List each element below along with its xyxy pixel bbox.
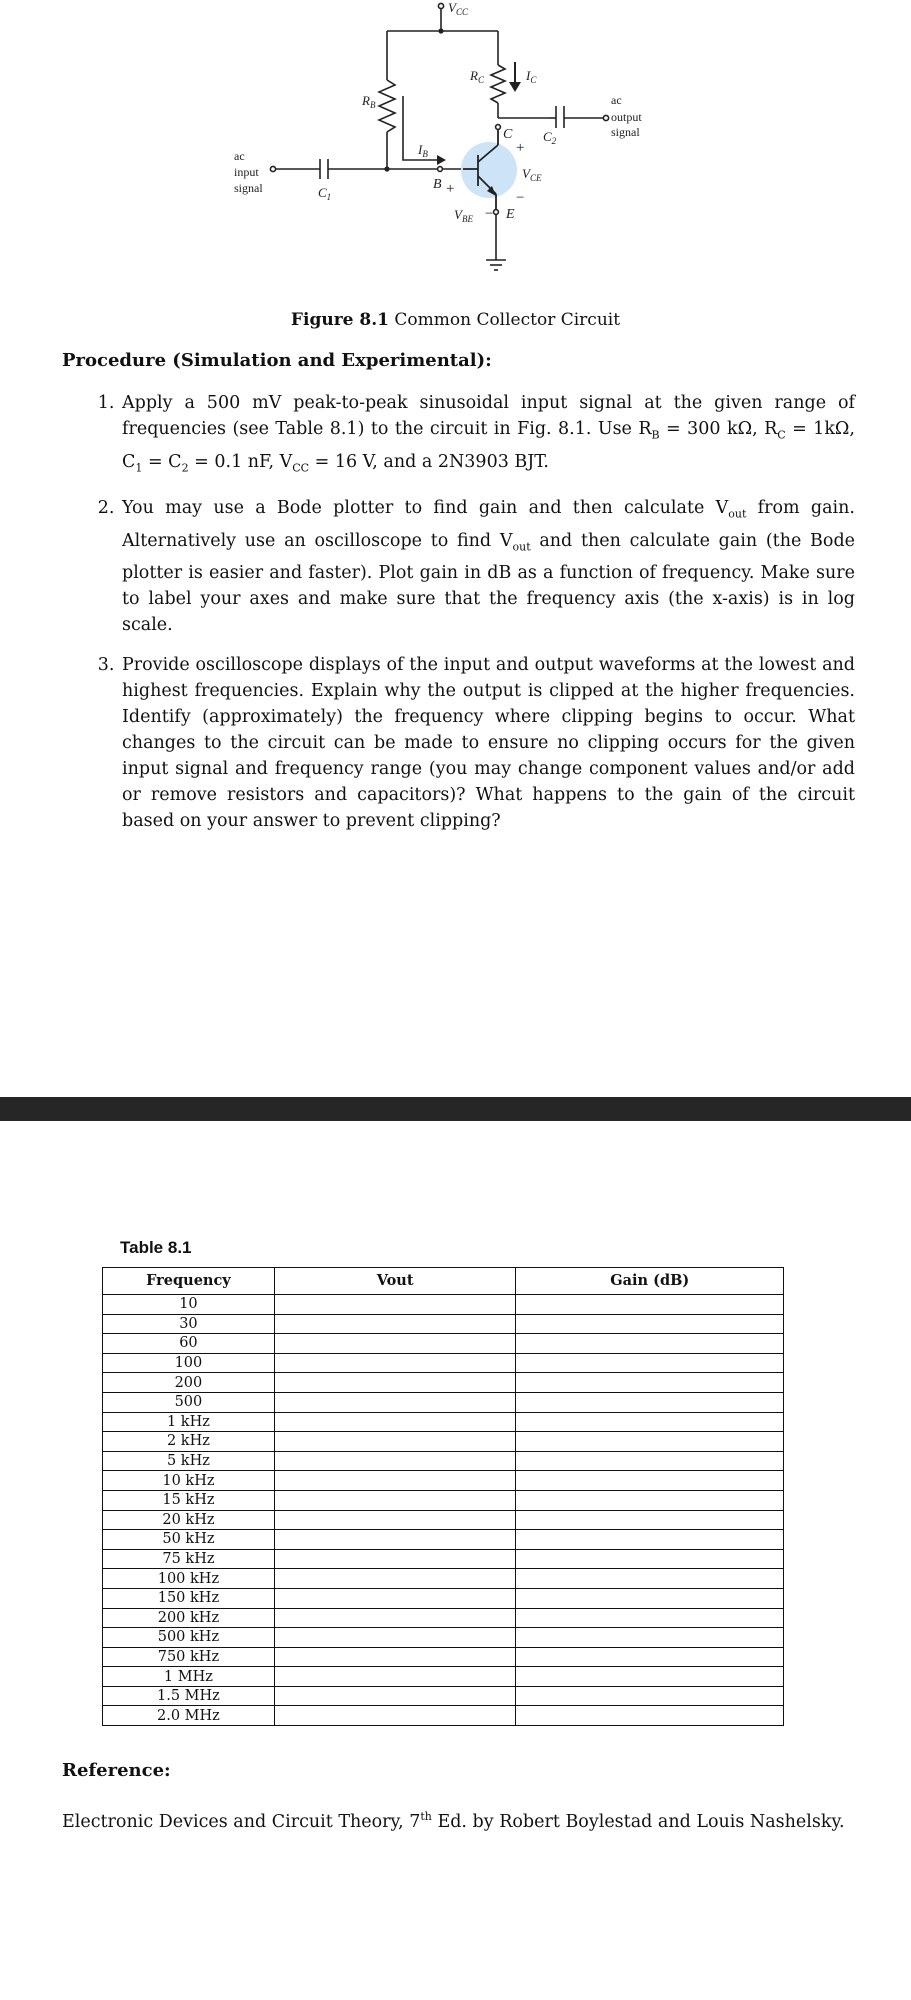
frequency-cell: 10 kHz [103, 1471, 275, 1491]
rc-label: R [470, 68, 478, 83]
table-row [103, 1392, 784, 1412]
c1-label: C [318, 185, 327, 200]
table-row [103, 1490, 784, 1510]
table-row [103, 1569, 784, 1589]
vout-cell[interactable] [274, 1392, 516, 1412]
vout-cell[interactable] [274, 1588, 516, 1608]
step1-text: = 1kΩ, C [122, 419, 855, 472]
table-row [103, 1667, 784, 1687]
gain-cell[interactable] [516, 1530, 784, 1550]
vout-cell[interactable] [274, 1706, 516, 1726]
procedure-title: Procedure (Simulation and Experimental): [62, 350, 492, 371]
gain-cell[interactable] [516, 1647, 784, 1667]
vout-cell[interactable] [274, 1451, 516, 1471]
frequency-cell: 1 MHz [103, 1667, 275, 1687]
gain-cell[interactable] [516, 1314, 784, 1334]
vce-minus-sign: − [516, 190, 525, 206]
input-label-line-1: ac [234, 149, 245, 163]
vout-cell[interactable] [274, 1490, 516, 1510]
frequency-cell: 200 kHz [103, 1608, 275, 1628]
table-row [103, 1334, 784, 1354]
c2-label: C [543, 129, 552, 144]
table-row [103, 1647, 784, 1667]
table-row [103, 1471, 784, 1491]
gain-cell[interactable] [516, 1686, 784, 1706]
vout-cell[interactable] [274, 1334, 516, 1354]
svg-text:RB [361, 93, 376, 110]
vout-cell[interactable] [274, 1628, 516, 1648]
ib-subscript: B [422, 149, 428, 159]
output-label-line-1: ac [611, 93, 622, 107]
frequency-cell: 15 kHz [103, 1490, 275, 1510]
frequency-cell: 60 [103, 1334, 275, 1354]
output-label-line-2: output [611, 110, 642, 124]
c1-subscript: 1 [326, 192, 332, 202]
frequency-cell: 30 [103, 1314, 275, 1334]
reference-text [62, 1810, 845, 1832]
ib-label: I [418, 142, 423, 157]
step1-text: = C [142, 451, 182, 472]
step1-sub: C [777, 428, 786, 442]
svg-text:C2 [543, 129, 557, 146]
vbe-plus-sign: + [446, 181, 455, 197]
step1-text: = 0.1 nF, V [188, 451, 293, 472]
frequency-cell: 10 [103, 1295, 275, 1315]
gain-cell[interactable] [516, 1451, 784, 1471]
frequency-cell: 750 kHz [103, 1647, 275, 1667]
frequency-cell: 200 [103, 1373, 275, 1393]
frequency-cell: 75 kHz [103, 1549, 275, 1569]
c2-subscript: 2 [551, 136, 557, 146]
vout-cell[interactable] [274, 1432, 516, 1452]
rb-label: R [362, 93, 370, 108]
procedure-step-2 [120, 495, 855, 638]
vout-cell[interactable] [274, 1530, 516, 1550]
vcc-subscript: CC [455, 7, 468, 17]
frequency-cell: 2 kHz [103, 1432, 275, 1452]
table-body [103, 1295, 784, 1726]
table-row [103, 1451, 784, 1471]
gain-cell[interactable] [516, 1334, 784, 1354]
vout-cell[interactable] [274, 1353, 516, 1373]
table-row [103, 1412, 784, 1432]
table-row [103, 1510, 784, 1530]
frequency-header: Frequency [103, 1268, 275, 1295]
step2-sub: out [512, 540, 531, 553]
table-header-row [103, 1268, 784, 1295]
gain-cell[interactable] [516, 1510, 784, 1530]
svg-text:VCE [522, 166, 542, 183]
figure-number: Figure 8.1 [290, 310, 389, 330]
step1-text: = 16 V, and a 2N3903 BJT. [309, 451, 549, 472]
gain-cell[interactable] [516, 1608, 784, 1628]
vout-cell[interactable] [274, 1314, 516, 1334]
table-row [103, 1549, 784, 1569]
ic-label: I [526, 68, 531, 83]
gain-cell[interactable] [516, 1412, 784, 1432]
svg-text:C1 [318, 185, 331, 202]
vbe-subscript: BE [461, 214, 473, 224]
gain-cell[interactable] [516, 1628, 784, 1648]
vout-cell[interactable] [274, 1608, 516, 1628]
vout-cell[interactable] [274, 1295, 516, 1315]
gain-cell[interactable] [516, 1432, 784, 1452]
vout-cell[interactable] [274, 1569, 516, 1589]
vout-cell[interactable] [274, 1412, 516, 1432]
vout-cell[interactable] [274, 1373, 516, 1393]
frequency-cell: 5 kHz [103, 1451, 275, 1471]
frequency-cell: 500 [103, 1392, 275, 1412]
frequency-table [102, 1267, 784, 1726]
page-separator-band [0, 1097, 911, 1121]
gain-cell[interactable] [516, 1295, 784, 1315]
procedure-steps [90, 390, 855, 848]
input-label-line-3: signal [234, 181, 263, 195]
frequency-cell: 1.5 MHz [103, 1686, 275, 1706]
step2-sub: out [728, 507, 747, 521]
gain-cell[interactable] [516, 1706, 784, 1726]
gain-cell[interactable] [516, 1353, 784, 1373]
vcc-label: V [448, 0, 456, 15]
gain-header: Gain (dB) [516, 1268, 784, 1295]
gain-cell[interactable] [516, 1588, 784, 1608]
vbe-label: V [454, 207, 462, 222]
figure-title: Common Collector Circuit [394, 310, 621, 330]
vce-plus-sign: + [516, 140, 525, 156]
table-row [103, 1295, 784, 1315]
step1-sub: 1 [135, 461, 143, 474]
table-row [103, 1608, 784, 1628]
node-c-label: C [503, 127, 513, 142]
svg-text:IB [417, 142, 428, 159]
gain-cell[interactable] [516, 1667, 784, 1687]
table-row [103, 1628, 784, 1648]
vout-cell[interactable] [274, 1471, 516, 1491]
gain-cell[interactable] [516, 1373, 784, 1393]
table-row [103, 1588, 784, 1608]
procedure-step-1 [120, 390, 855, 481]
reference-text-part: Ed. by Robert Boylestad and Louis Nashelsky. [431, 1811, 845, 1832]
gain-cell[interactable] [516, 1471, 784, 1491]
rb-subscript: B [369, 100, 376, 110]
svg-text:IC [525, 68, 537, 85]
procedure-step-3: 3. Provide oscilloscope displays of the input and output waveforms at the lowest and highest frequencies. Explain why the output is clipped at the higher frequencies. Identify (approximately) the frequency where clipping begins to occur. What changes to the circuit can be made to ensure no clipping occurs for the given input signal and frequency range (you may change component values and/or add or remove resistors and capacitors)? What happens to the gain of the circuit based on your answer to prevent clipping? [120, 652, 855, 834]
node-b-label: B [433, 177, 442, 192]
vout-cell[interactable] [274, 1549, 516, 1569]
frequency-cell: 20 kHz [103, 1510, 275, 1530]
frequency-cell: 2.0 MHz [103, 1706, 275, 1726]
vout-cell[interactable] [274, 1647, 516, 1667]
step1-sub: 2 [181, 461, 189, 474]
svg-text:VBE [454, 207, 473, 224]
vce-label: V [522, 166, 530, 181]
step1-text: Apply a 500 mV peak-to-peak sinusoidal input signal at the given range of frequencies (see Table 8.1) to the circuit in Fig. 8.1. Use R [122, 393, 855, 439]
reference-superscript: th [420, 1810, 432, 1823]
vout-header: Vout [274, 1268, 516, 1295]
step2-text: You may use a Bode plotter to find gain and then calculate V [122, 498, 729, 518]
gain-cell[interactable] [516, 1490, 784, 1510]
table-row [103, 1432, 784, 1452]
table-row [103, 1686, 784, 1706]
ic-subscript: C [530, 75, 537, 85]
frequency-cell: 1 kHz [103, 1412, 275, 1432]
vout-cell[interactable] [274, 1667, 516, 1687]
frequency-cell: 50 kHz [103, 1530, 275, 1550]
rc-subscript: C [477, 75, 484, 85]
gain-cell[interactable] [516, 1569, 784, 1589]
frequency-cell: 150 kHz [103, 1588, 275, 1608]
svg-text:RC [469, 68, 485, 85]
vout-cell[interactable] [274, 1686, 516, 1706]
node-e-label: E [506, 207, 515, 222]
frequency-cell: 100 [103, 1353, 275, 1373]
reference-text-part: Electronic Devices and Circuit Theory, 7 [62, 1811, 421, 1832]
frequency-cell: 500 kHz [103, 1628, 275, 1648]
input-label-line-2: input [234, 165, 259, 179]
table-row [103, 1373, 784, 1393]
reference-title: Reference: [62, 1760, 171, 1781]
table-title: Table 8.1 [120, 1238, 192, 1257]
step1-sub: CC [292, 461, 310, 474]
table-row [103, 1530, 784, 1550]
step2-text: and then calculate gain (the Bode plotter is easier and faster). Plot gain in dB as a function of frequency. Make sure to label your axes and make sure that the frequency axis (the x-axis) is in log scale. [122, 530, 855, 635]
step1-text: = 300 kΩ, R [659, 419, 778, 439]
common-collector-circuit-diagram [0, 0, 911, 300]
vout-cell[interactable] [274, 1510, 516, 1530]
table-row [103, 1706, 784, 1726]
table-row [103, 1314, 784, 1334]
svg-text:VCC [448, 0, 469, 17]
frequency-cell: 100 kHz [103, 1569, 275, 1589]
gain-cell[interactable] [516, 1392, 784, 1412]
figure-caption [0, 310, 911, 330]
step1-sub: B [651, 428, 660, 442]
output-label-line-3: signal [611, 125, 640, 139]
step2-text: from gain. Alternatively use an oscilloscope to find V [122, 498, 855, 551]
table-row [103, 1353, 784, 1373]
gain-cell[interactable] [516, 1549, 784, 1569]
vbe-minus-sign: − [485, 206, 494, 222]
vce-subscript: CE [529, 173, 542, 183]
